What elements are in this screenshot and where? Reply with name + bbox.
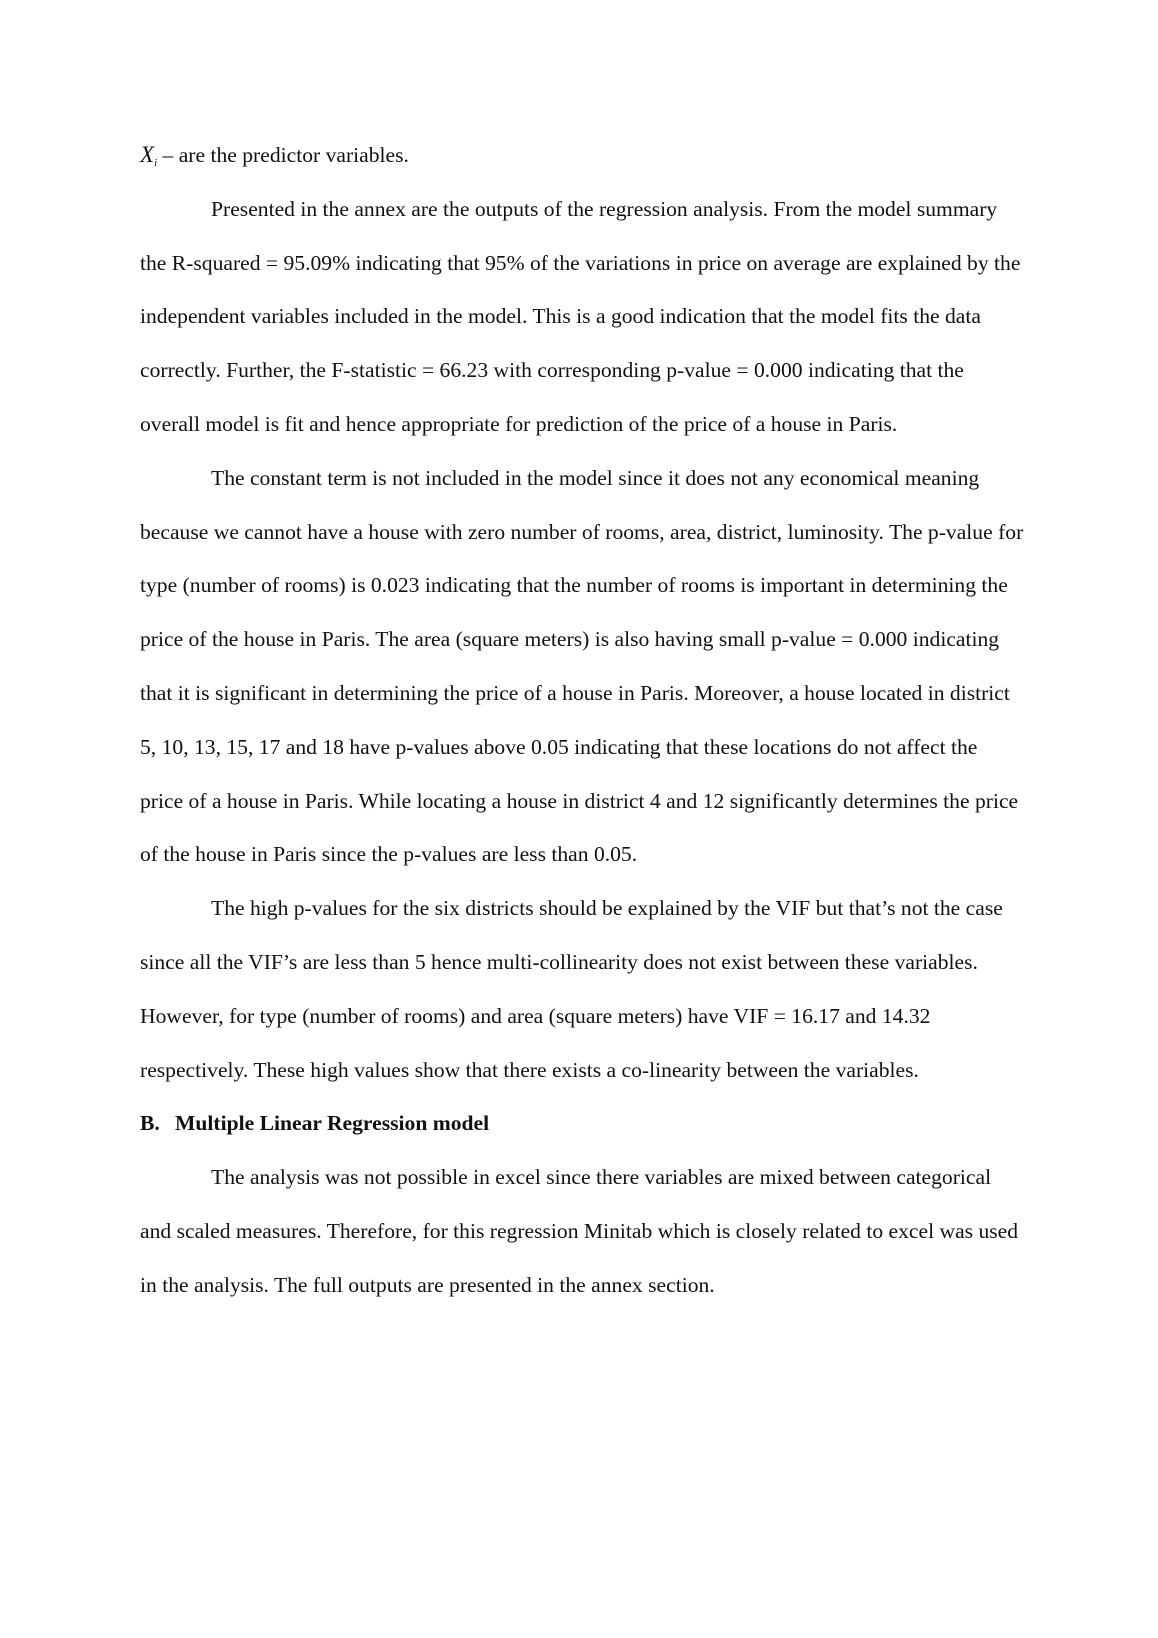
variable-symbol: X: [140, 142, 155, 167]
section-heading-number: B.: [140, 1111, 160, 1136]
document-body: [140, 128, 1025, 1313]
paragraph-coefficients: The constant term is not included in the model since it does not any economical meaning because we cannot have a house with zero number of rooms, area, district, luminosity. The p-value for type (number of rooms) is 0.023 indicating that the number of rooms is important in determining the price of the house in Paris. The area (square meters) is also having small p-value = 0.000 indicating that it is significant in determining the price of a house in Paris. Moreover, a house located in district 5, 10, 13, 15, 17 and 18 have p-values above 0.05 indicating that these locations do not affect the price of a house in Paris. While locating a house in district 4 and 12 significantly determines the price of the house in Paris since the p-values are less than 0.05.: [140, 465, 1024, 867]
variable-subscript: i: [154, 157, 158, 169]
predictor-definition: [140, 128, 1025, 183]
paragraph-model-summary: Presented in the annex are the outputs of the regression analysis. From the model summary the R-squared = 95.09% indicating that 95% of the variations in price on average are explained by the independent variables included in the model. This is a good indication that the model fits the data correctly. Further, the F-statistic = 66.23 with corresponding p-value = 0.000 indicating that the overall model is fit and hence appropriate for prediction of the price of a house in Paris.: [140, 196, 1021, 436]
paragraph-minitab: The analysis was not possible in excel since there variables are mixed between categorical and scaled measures. Therefore, for this regression Minitab which is closely related to excel was used in the analysis. The full outputs are presented in the annex section.: [140, 1165, 1019, 1297]
paragraph-vif: The high p-values for the six districts should be explained by the VIF but that’s not the case since all the VIF’s are less than 5 hence multi-collinearity does not exist between these variables. However, for type (number of rooms) and area (square meters) have VIF = 16.17 and 14.32 respectively. These high values show that there exists a co-linearity between the variables.: [140, 896, 1003, 1082]
section-heading-title: Multiple Linear Regression model: [175, 1111, 490, 1136]
predictor-definition-text: – are the predictor variables.: [157, 143, 409, 167]
section-heading: [140, 1097, 1025, 1151]
